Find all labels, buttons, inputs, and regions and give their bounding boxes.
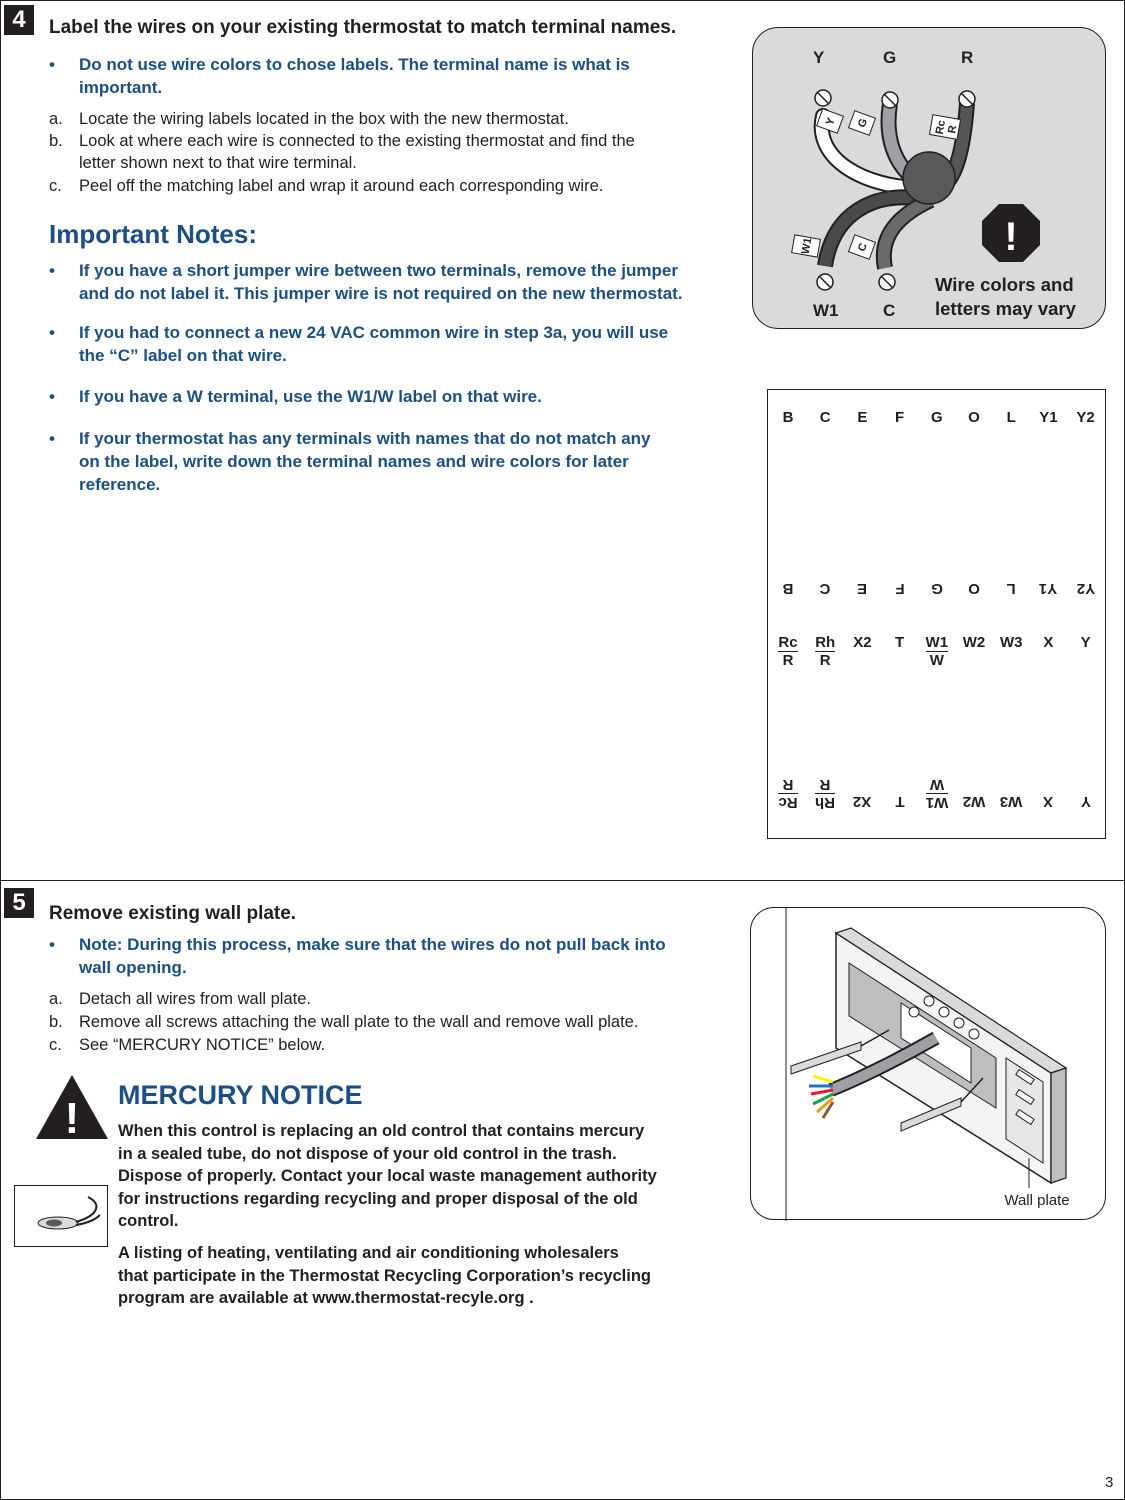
- note-line: If your thermostat has any terminals with names that do not match any: [79, 429, 651, 448]
- step-5-note-bullet: • Note: During this process, make sure that the wires do not pull back into wall opening.: [49, 935, 666, 977]
- terminal-label-c: C: [883, 301, 896, 320]
- label-w3: W3: [999, 634, 1023, 651]
- note-unmatched-terminals: • If your thermostat has any terminals with names that do not match any on the label, write down the terminal names and wire colors for later reference.: [49, 429, 651, 494]
- warning-exclamation: !: [64, 1094, 80, 1141]
- note-line: If you have a W terminal, use the W1/W label on that wire.: [79, 387, 542, 406]
- step-4-warning-bullet: • Do not use wire colors to chose labels. The terminal name is what is important.: [49, 55, 630, 97]
- page-number: 3: [1105, 1474, 1114, 1491]
- mercury-notice-title: MERCURY NOTICE: [118, 1080, 363, 1110]
- step-4-warning-line2: important.: [79, 78, 163, 97]
- label-y1: Y1: [1039, 409, 1058, 426]
- label-x2: X2: [853, 634, 872, 651]
- label-o: O: [968, 409, 980, 426]
- note-line: the “C” label on that wire.: [79, 346, 287, 365]
- tag-g: G: [855, 117, 871, 130]
- step-4a: [49, 108, 739, 130]
- step-letter: a.: [49, 990, 63, 1008]
- tag-rc: Rc: [933, 119, 949, 136]
- step-letter: a.: [49, 110, 63, 128]
- label-l: L: [1006, 409, 1016, 426]
- label-x2-inverted: X2: [853, 793, 872, 810]
- step-text: Remove all screws attaching the wall plate to the wall and remove wall plate.: [79, 1013, 639, 1031]
- mercury-line: control.: [118, 1212, 179, 1230]
- label-f: F: [895, 409, 905, 426]
- label-y-inverted: Y: [1080, 793, 1091, 810]
- caption-line: letters may vary: [935, 298, 1076, 319]
- label-rc-inverted: Rc R: [778, 776, 798, 811]
- label-rh: Rh R: [815, 634, 836, 669]
- step-5-badge: 5: [4, 888, 34, 918]
- step-5-heading: Remove existing wall plate.: [49, 903, 297, 924]
- mercury-line: for instructions regarding recycling and proper disposal of the old: [118, 1189, 638, 1208]
- note-line: on the label, write down the terminal names and wire colors for later: [79, 452, 629, 471]
- step-text: See “MERCURY NOTICE” below.: [79, 1036, 326, 1054]
- label-w1: W1 W: [925, 634, 949, 669]
- step-text-line2: letter shown next to that wire terminal.: [79, 154, 357, 172]
- label-x-inverted: X: [1043, 793, 1054, 810]
- step-5b: [49, 1011, 739, 1033]
- label-e: E: [857, 409, 868, 426]
- terminal-label-w1: W1: [813, 301, 839, 320]
- note-line: and do not label it. This jumper wire is not required on the new thermostat.: [79, 284, 683, 303]
- label-t-inverted: T: [895, 793, 905, 810]
- label-o-inverted: O: [968, 580, 980, 597]
- note-w-terminal: • If you have a W terminal, use the W1/W label on that wire.: [49, 387, 542, 406]
- label-t: T: [895, 634, 905, 651]
- tag-y: Y: [823, 116, 838, 128]
- note-line: wall opening.: [79, 958, 187, 977]
- listing-line: that participate in the Thermostat Recycling Corporation’s recycling: [118, 1266, 651, 1285]
- mercury-tube-icon: [14, 1185, 108, 1247]
- step-text: Peel off the matching label and wrap it around each corresponding wire.: [79, 177, 604, 195]
- terminal-label-r: R: [961, 48, 974, 67]
- step-text: Locate the wiring labels located in the box with the new thermostat.: [79, 110, 569, 128]
- label-w2-inverted: W2: [962, 793, 986, 810]
- label-c-inverted: C: [819, 580, 831, 597]
- important-notes-title: Important Notes:: [49, 219, 257, 249]
- step-4-heading: Label the wires on your existing thermostat to match terminal names.: [49, 17, 677, 38]
- label-l-inverted: L: [1006, 580, 1016, 597]
- label-b-inverted: B: [782, 580, 794, 597]
- label-x: X: [1043, 634, 1054, 651]
- label-w2: W2: [962, 634, 986, 651]
- diagram-caption: [935, 273, 1076, 321]
- step-4c: [49, 175, 739, 197]
- label-rc: Rc R: [778, 634, 798, 669]
- step-4-warning-line1: Do not use wire colors to chose labels. The terminal name is what is: [79, 55, 630, 74]
- mercury-notice-text: [118, 1120, 738, 1233]
- step-4-badge: 4: [4, 5, 34, 35]
- step-letter: b.: [49, 132, 63, 150]
- mercury-line: in a sealed tube, do not dispose of your old control in the trash.: [118, 1144, 617, 1163]
- label-c: C: [819, 409, 831, 426]
- note-line: Note: During this process, make sure that the wires do not pull back into: [79, 935, 666, 954]
- label-e-inverted: E: [857, 580, 868, 597]
- step-4b: [49, 130, 739, 174]
- note-common-wire: • If you had to connect a new 24 VAC common wire in step 3a, you will use the “C” label on that wire.: [49, 323, 669, 365]
- step-text: Detach all wires from wall plate.: [79, 990, 311, 1008]
- tag-r: R: [946, 124, 960, 135]
- listing-line: A listing of heating, ventilating and air conditioning wholesalers: [118, 1244, 619, 1262]
- label-g: G: [930, 409, 943, 426]
- caption-line: Wire colors and: [935, 274, 1074, 295]
- label-y1-inverted: Y1: [1039, 580, 1058, 597]
- note-line: reference.: [79, 475, 161, 494]
- note-jumper: • If you have a short jumper wire between two terminals, remove the jumper and do not label it. This jumper wire is not required on the new thermostat.: [49, 261, 683, 303]
- label-y2: Y2: [1076, 409, 1095, 426]
- terminal-label-y: Y: [813, 48, 825, 67]
- label-y2-inverted: Y2: [1076, 580, 1095, 597]
- note-line: If you had to connect a new 24 VAC common wire in step 3a, you will use: [79, 323, 669, 342]
- label-b: B: [782, 409, 794, 426]
- warning-exclamation: !: [1004, 215, 1018, 259]
- wire-label-sheet: [767, 389, 1106, 839]
- wire-diagram: [752, 27, 1106, 329]
- mercury-line: When this control is replacing an old control that contains mercury: [118, 1122, 645, 1140]
- step-letter: c.: [49, 177, 62, 195]
- label-w1-inverted: W1 W: [925, 776, 949, 811]
- recycling-listing-text: [118, 1242, 738, 1310]
- step-letter: c.: [49, 1036, 62, 1054]
- step-letter: b.: [49, 1013, 63, 1031]
- listing-line: program are available at www.thermostat-recyle.org .: [118, 1289, 534, 1307]
- wall-plate-diagram: [750, 907, 1106, 1220]
- terminal-label-g: G: [883, 48, 897, 67]
- label-f-inverted: F: [895, 580, 905, 597]
- wall-plate-caption: Wall plate: [1004, 1192, 1070, 1209]
- label-g-inverted: G: [930, 580, 943, 597]
- label-rh-inverted: Rh R: [815, 776, 836, 811]
- tag-c: C: [855, 241, 870, 254]
- tag-w1: W1: [799, 236, 815, 256]
- step-5c: [49, 1034, 739, 1056]
- wall-plate-illustration: [751, 908, 1107, 1221]
- note-line: If you have a short jumper wire between two terminals, remove the jumper: [79, 261, 678, 280]
- warning-triangle-icon: [34, 1073, 110, 1141]
- step-text: Look at where each wire is connected to the existing thermostat and find the: [79, 132, 635, 150]
- label-w3-inverted: W3: [999, 793, 1023, 810]
- step-5a: [49, 988, 739, 1010]
- section-divider: [0, 880, 1125, 881]
- mercury-line: Dispose of properly. Contact your local waste management authority: [118, 1167, 657, 1185]
- label-y: Y: [1080, 634, 1091, 651]
